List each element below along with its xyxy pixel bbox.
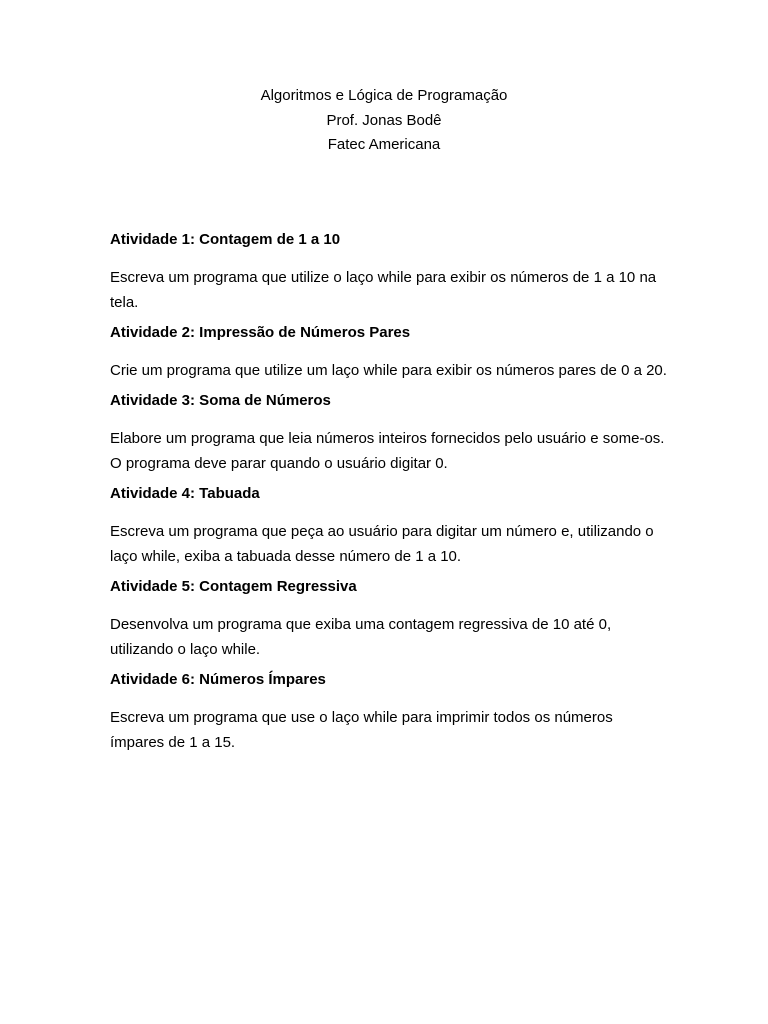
activity-item — [110, 670, 670, 755]
institution-name: Fatec Americana — [327, 136, 441, 153]
professor-name: Prof. Jonas Bodê — [326, 111, 442, 129]
activity-title: Atividade 4: Tabuada — [110, 485, 260, 502]
activity-item — [110, 230, 670, 315]
activity-title: Atividade 6: Números Ímpares — [110, 671, 326, 688]
activity-title: Atividade 1: Contagem de 1 a 10 — [110, 231, 341, 248]
activity-description: Crie um programa que utilize um laço while para exibir os números pares de 0 a 20. — [110, 362, 667, 379]
activity-item — [110, 484, 670, 569]
activity-title: Atividade 3: Soma de Números — [110, 392, 331, 409]
course-title: Algoritmos e Lógica de Programação — [260, 87, 508, 104]
activities-list — [110, 230, 670, 763]
activity-title: Atividade 5: Contagem Regressiva — [110, 578, 357, 595]
activity-item — [110, 577, 670, 662]
activity-description: Escreva um programa que peça ao usuário para digitar um número e, utilizando o laço while, exiba a tabuada desse número de 1 a 10. — [110, 523, 654, 565]
activity-item — [110, 323, 670, 383]
activity-title: Atividade 2: Impressão de Números Pares — [110, 324, 411, 341]
activity-description: Elabore um programa que leia números inteiros fornecidos pelo usuário e some-os. O programa deve parar quando o usuário digitar 0. — [110, 430, 665, 472]
activity-description: Escreva um programa que use o laço while para imprimir todos os números ímpares de 1 a 15. — [110, 709, 613, 751]
activity-description: Escreva um programa que utilize o laço while para exibir os números de 1 a 10 na tela. — [110, 269, 657, 311]
activity-description: Desenvolva um programa que exiba uma contagem regressiva de 10 até 0, utilizando o laço while. — [110, 616, 612, 658]
activity-item — [110, 391, 670, 476]
document-header — [0, 84, 768, 158]
